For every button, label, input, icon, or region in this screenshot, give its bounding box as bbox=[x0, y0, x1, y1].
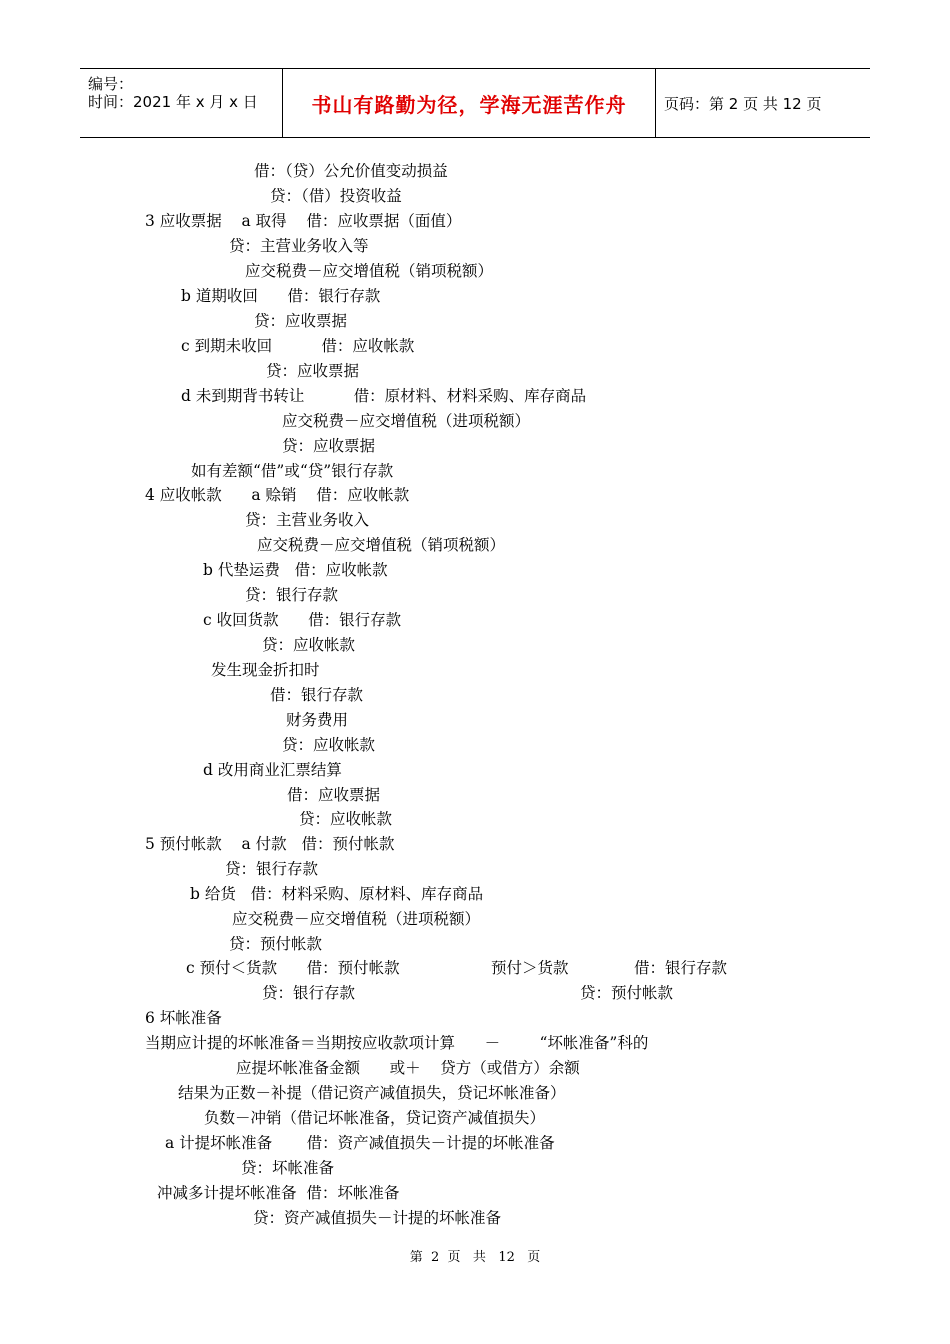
text-line: 贷：应收帐款 bbox=[282, 736, 376, 754]
text-line: 贷：坏帐准备 bbox=[241, 1159, 335, 1177]
text-line: 6 坏帐准备 bbox=[145, 1009, 222, 1027]
text-line: 贷：主营业务收入等 bbox=[229, 237, 369, 255]
text-line: d 改用商业汇票结算 bbox=[203, 761, 342, 779]
text-line: 借：银行存款 bbox=[634, 959, 728, 977]
text-line: 4 应收帐款 a 赊销 借：应收帐款 bbox=[145, 486, 410, 504]
text-line: 贷：预付帐款 bbox=[229, 935, 323, 953]
text-line: b 道期收回 借：银行存款 bbox=[181, 287, 381, 305]
text-line: 贷：银行存款 bbox=[262, 984, 356, 1002]
text-line: 贷：应收帐款 bbox=[299, 810, 393, 828]
text-line: 借：（贷）公允价值变动损益 bbox=[254, 162, 448, 180]
text-line: 贷：应收帐款 bbox=[262, 636, 356, 654]
date-label: 时间：2021 年 x 月 x 日 bbox=[88, 93, 258, 111]
text-line: 结果为正数－补提（借记资产减值损失，贷记坏帐准备） bbox=[178, 1084, 566, 1102]
text-line: b 代垫运费 借：应收帐款 bbox=[203, 561, 388, 579]
page-footer: 第 2 页 共 12 页 bbox=[409, 1250, 541, 1265]
header-meta-cell bbox=[80, 69, 282, 137]
text-line: 贷：应收票据 bbox=[254, 312, 348, 330]
text-line: 预付＞货款 bbox=[491, 959, 569, 977]
page-header bbox=[80, 68, 870, 138]
text-line: 应交税费－应交增值税（销项税额） bbox=[245, 262, 494, 280]
text-line: 当期应计提的坏帐准备＝当期按应收款项计算 － “坏帐准备”科的 bbox=[145, 1034, 649, 1052]
text-line: 冲减多计提坏帐准备 借：坏帐准备 bbox=[157, 1184, 400, 1202]
header-motto: 书山有路勤为径，学海无涯苦作舟 bbox=[311, 92, 627, 117]
header-page-cell bbox=[655, 69, 870, 137]
text-line: 3 应收票据 a 取得 借：应收票据（面值） bbox=[145, 212, 462, 230]
header-motto-cell bbox=[282, 69, 656, 137]
text-line: 应交税费－应交增值税（进项税额） bbox=[282, 412, 531, 430]
text-line: b 给货 借：材料采购、原材料、库存商品 bbox=[190, 885, 484, 903]
text-line: 贷：（借）投资收益 bbox=[270, 187, 402, 205]
text-line: 贷：主营业务收入 bbox=[245, 511, 370, 529]
text-line: 如有差额“借”或“贷”银行存款 bbox=[191, 462, 394, 480]
text-line: 发生现金折扣时 bbox=[211, 661, 320, 679]
text-line: 贷：应收票据 bbox=[266, 362, 360, 380]
text-line: 5 预付帐款 a 付款 借：预付帐款 bbox=[145, 835, 395, 853]
text-line: 贷：银行存款 bbox=[225, 860, 319, 878]
text-line: 贷：银行存款 bbox=[245, 586, 339, 604]
text-line: 贷：应收票据 bbox=[282, 437, 376, 455]
text-line: c 到期未收回 借：应收帐款 bbox=[181, 337, 415, 355]
text-line: 应提坏帐准备金额 或＋ 贷方（或借方）余额 bbox=[236, 1059, 580, 1077]
header-page-info: 页码：第 2 页 共 12 页 bbox=[664, 94, 822, 113]
text-line: 借：应收票据 bbox=[287, 786, 381, 804]
text-line: 应交税费－应交增值税（销项税额） bbox=[257, 536, 506, 554]
text-line: 财务费用 bbox=[286, 711, 349, 729]
text-line: c 收回货款 借：银行存款 bbox=[203, 611, 402, 629]
text-line: 应交税费－应交增值税（进项税额） bbox=[232, 910, 481, 928]
text-line: 贷：资产减值损失－计提的坏帐准备 bbox=[253, 1209, 502, 1227]
text-line: d 未到期背书转让 借：原材料、材料采购、库存商品 bbox=[181, 387, 587, 405]
text-line: a 计提坏帐准备 借：资产减值损失－计提的坏帐准备 bbox=[165, 1134, 555, 1152]
text-line: c 预付＜货款 借：预付帐款 bbox=[186, 959, 400, 977]
text-line: 借：银行存款 bbox=[270, 686, 364, 704]
text-line: 贷：预付帐款 bbox=[580, 984, 674, 1002]
code-label: 编号： bbox=[88, 75, 134, 93]
text-line: 负数－冲销（借记坏帐准备，贷记资产减值损失） bbox=[204, 1109, 546, 1127]
